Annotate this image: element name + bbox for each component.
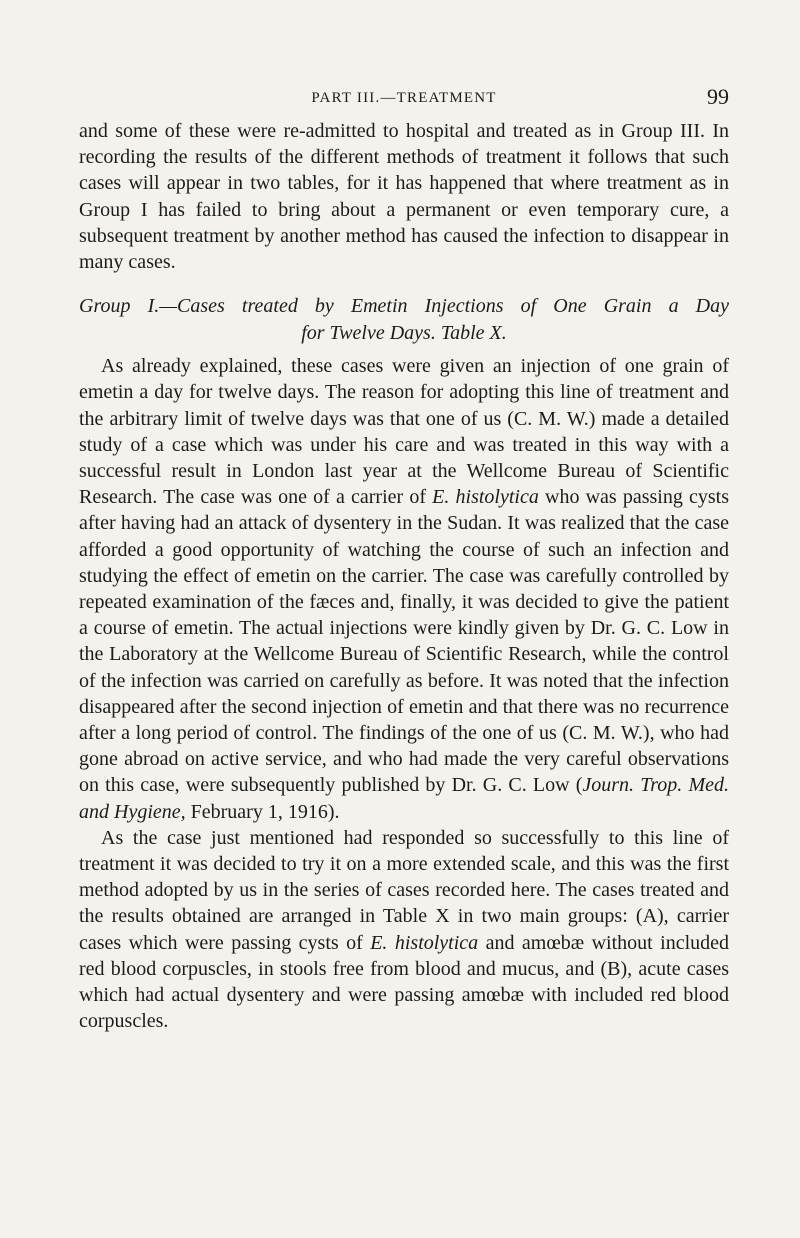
paragraph-extended-trial xyxy=(79,825,729,1035)
paragraph-continuation: and some of these were re-admitted to hospital and treated as in Group III. In recording the results of the different methods of treatment it follows that such cases will appear in two tables, for it has happened that where treatment as in Group I has failed to bring about a permanent or even temporary cure, a subsequent treatment by another method has caused the infection to disappear in many cases. xyxy=(79,120,729,274)
running-header xyxy=(79,86,729,110)
p2-journal-citation: Journ. Trop. Med. and Hygiene, xyxy=(79,774,729,823)
book-page xyxy=(0,86,800,1238)
section-heading-line-1: Group I.—Cases treated by Emetin Injections of One Grain a Day xyxy=(79,295,729,318)
p3-text-2: and amœbæ without included red blood corpuscles, in stools free from blood and mucus, and (B), acute cases which had actual dysentery and were passing amœbæ with included red blood corpuscles. xyxy=(79,931,730,1033)
p3-species-name: E. histolytica xyxy=(370,931,479,954)
page-number: 99 xyxy=(707,84,729,109)
paragraph-emetin-study xyxy=(79,353,729,825)
p3-text-1: As the case just mentioned had responded so successfully to this line of treatment it was decided to try it on a more extended scale, and this was the first method adopted by us in the series of cases recorded here. The cases treated and the results obtained are arranged in Table X in two main groups: (A), carrier cases which were passing cysts of xyxy=(79,826,729,954)
section-heading-line-2: for Twelve Days. Table X. xyxy=(301,322,507,345)
p2-text-1: As already explained, these cases were given an injection of one grain of emetin a day for twelve days. The reason for adopting this line of treatment and the arbitrary limit of twelve days was that one of us (C. M. W.) made a detailed study of a case which was under his care and was treated in this way with a successful result in London last year at the Wellcome Bureau of Scientific Research. The case was one of a carrier of xyxy=(79,355,729,509)
section-heading xyxy=(79,293,729,347)
p2-text-3: February 1, 1916). xyxy=(185,800,340,823)
p2-text-2: who was passing cysts after having had an attack of dysentery in the Sudan. It was realized that the case afforded a good opportunity of watching the course of such an infection and studying the effect of emetin on the carrier. The case was carefully controlled by repeated examination of the fæces and, finally, it was decided to give the patient a course of emetin. The actual injections were kindly given by Dr. G. C. Low in the Laboratory at the Wellcome Bureau of Scientific Research, while the control of the infection was carried on carefully as before. It was noted that the infection disappeared after the second injection of emetin and that there was no recurrence after a long period of control. The findings of the one of us (C. M. W.), who had gone abroad on active service, and who had made the very careful observations on this case, were subsequently published by Dr. G. C. Low ( xyxy=(79,486,729,797)
p2-species-name: E. histolytica xyxy=(432,486,539,509)
running-title: PART III.—TREATMENT xyxy=(311,90,497,106)
